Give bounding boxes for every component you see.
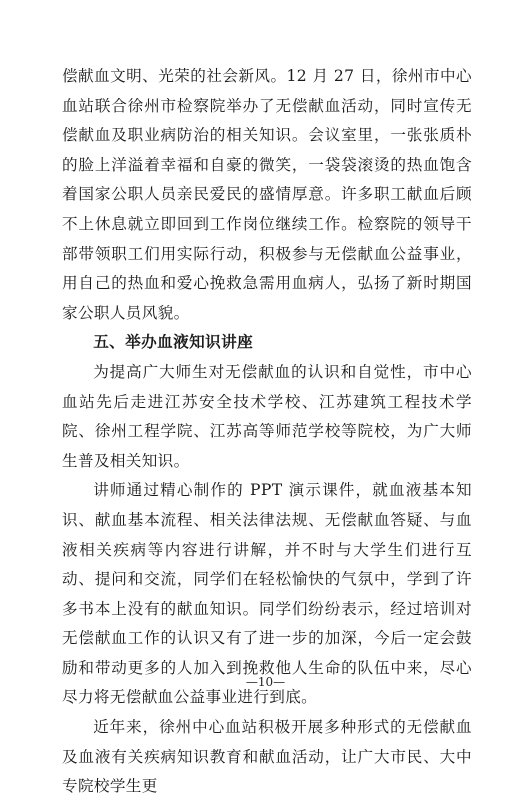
page-number: —10— bbox=[245, 675, 286, 689]
paragraph-recent-years: 近年来，徐州中心血站积极开展多种形式的无偿献血及血液有关疾病知识教育和献血活动，让广大市民、大中专院校学生更 bbox=[62, 718, 472, 796]
paragraph-lecture-schools: 为提高广大师生对无偿献血的认识和自觉性，市中心血站先后走进江苏安全技术学校、江苏建筑工程技术学院、徐州工程学院、江苏高等师范学校等院校，为广大师生普及相关知识。 bbox=[62, 362, 472, 470]
paragraph-lecture-content: 讲师通过精心制作的 PPT 演示课件，就血液基本知识、献血基本流程、相关法律法规、无偿献血答疑、与血液相关疾病等内容进行讲解，并不时与大学生们进行互动、提问和交流，同学们在轻松愉快的气氛中，学到了许多书本上没有的献血知识。同学们纷纷表示，经过培训对无偿献血工作的认识又有了进一步的加深，今后一定会鼓励和带动更多的人加入到挽救他人生命的队伍中来，尽心尽力将无偿献血公益事业进行到底。 bbox=[62, 481, 472, 707]
document-body bbox=[62, 62, 472, 802]
paragraph-blood-donation-procuratorate: 偿献血文明、光荣的社会新风。12 月 27 日，徐州市中心血站联合徐州市检察院举办了无偿献血活动，同时宣传无偿献血及职业病防治的相关知识。会议室里，一张张质朴的脸上洋溢着幸福和自豪的微笑，一袋袋滚烫的热血饱含着国家公职人员亲民爱民的盛情厚意。许多职工献血后顾不上休息就立即回到工作岗位继续工作。检察院的领导干部带领职工们用实际行动，积极参与无偿献血公益事业，用自己的热血和爱心挽救急需用血病人，弘扬了新时期国家公职人员风貌。 bbox=[62, 67, 472, 322]
section-heading-blood-knowledge-lecture: 五、举办血液知识讲座 bbox=[93, 333, 254, 352]
